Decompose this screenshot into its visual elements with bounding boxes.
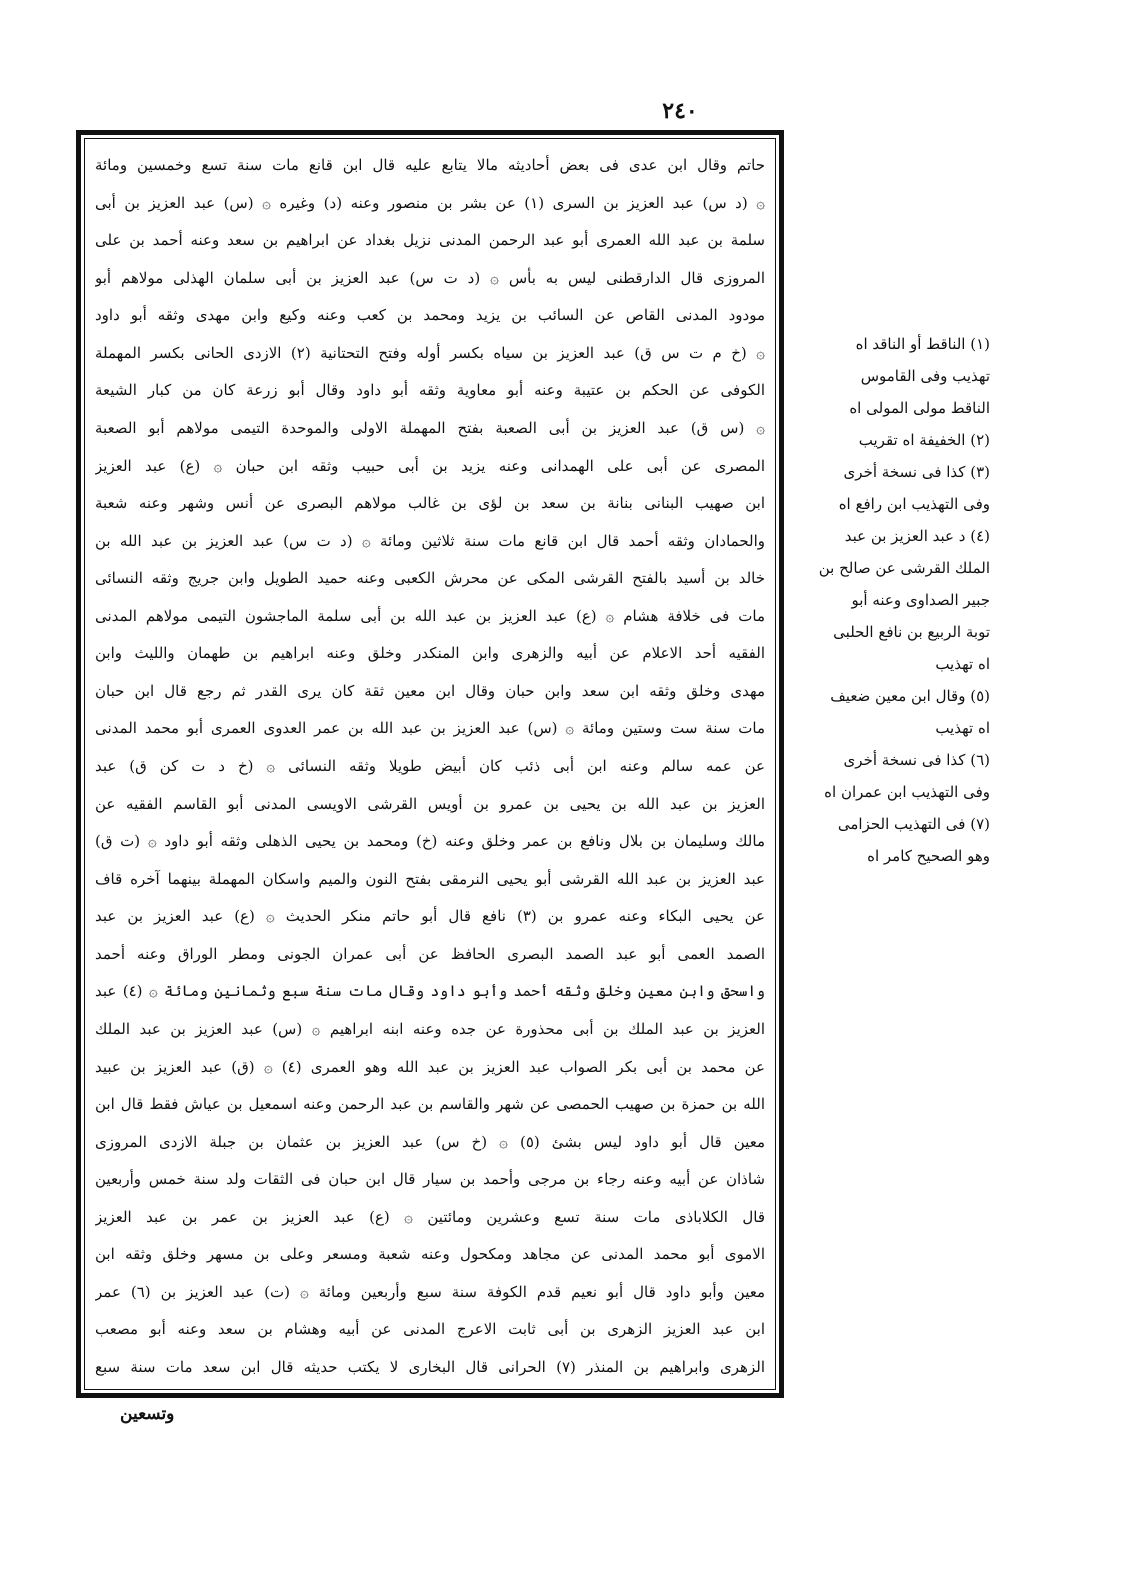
footnote-line: اه تهذيب bbox=[935, 655, 990, 673]
text-line: المروزى قال الدارقطنى ليس به بأس ۞ (د ت س) عبد العزيز بن أبى سلمان الهذلى مولاهم أبو bbox=[95, 268, 765, 287]
footnote-line: توبة الربيع بن نافع الحلبى bbox=[833, 623, 990, 641]
text-line: الله بن حمزة بن صهيب الحمصى عن شهر والقاسم بن عبد الرحمن وعنه اسمعيل بن عياش فقط قال ابن bbox=[95, 1095, 765, 1114]
text-line: شاذان عن أبيه وعنه رجاء بن مرجى وأحمد بن سيار قال ابن حبان فى الثقات ولد سنة خمس وأربعين bbox=[95, 1170, 765, 1189]
footnote-line: (١) الناقط أو الناقد اه bbox=[855, 335, 990, 353]
page-number: ٢٤٠ bbox=[662, 98, 698, 124]
text-line: معين قال أبو داود ليس بشئ (٥) ۞ (خ س) عبد العزيز بن عثمان بن جبلة الازدى المروزى bbox=[95, 1132, 765, 1151]
text-line: حاتم وقال ابن عدى فى بعض أحاديثه مالا يتابع عليه قال ابن قانع مات سنة تسع وخمسين ومائة bbox=[95, 156, 765, 174]
text-line: ۞ (د س) عبد العزيز بن السرى (١) عن بشر بن منصور وعنه (د) وغيره ۞ (س) عبد العزيز بن أبى bbox=[95, 193, 765, 212]
footnote-line: (٤) د عبد العزيز بن عبد bbox=[844, 527, 990, 545]
footnote-line: (٧) فى التهذيب الحزامى bbox=[837, 815, 990, 833]
footnote-line: تهذيب وفى القاموس bbox=[860, 367, 990, 385]
footnote-line: وهو الصحيح كامر اه bbox=[867, 847, 990, 865]
text-line: العزيز بن عبد الملك بن أبى محذورة عن جده وعنه ابنه ابراهيم ۞ (س) عبد العزيز بن عبد الملك bbox=[95, 1019, 765, 1038]
catchword: وتسعين bbox=[120, 1404, 175, 1424]
text-line: الاموى أبو محمد المدنى عن مجاهد ومكحول وعنه شعبة ومسعر وعلى بن مسهر وخلق وثقه ابن bbox=[95, 1245, 765, 1264]
text-line: ۞ (س ق) عبد العزيز بن أبى الصعبة بفتح المهملة الاولى والموحدة التيمى مولاهم أبو الصعبة bbox=[95, 418, 765, 437]
text-line: معين وأبو داود قال أبو نعيم قدم الكوفة سنة سبع وأربعين ومائة ۞ (ت) عبد العزيز بن (٦) عمر bbox=[95, 1282, 765, 1301]
text-frame bbox=[76, 130, 784, 1398]
text-line: قال الكلاباذى مات سنة تسع وعشرين ومائتين ۞ (ع) عبد العزيز بن عمر بن عبد العزيز bbox=[95, 1207, 765, 1226]
text-line: الزهرى وابراهيم بن المنذر (٧) الحرانى قال البخارى لا يكتب حديثه قال ابن سعد مات سنة سبع bbox=[95, 1358, 765, 1376]
text-line: ابن صهيب البنانى بنانة بن سعد بن لؤى بن غالب مولاهم البصرى عن أنس وشهر وعنه شعبة bbox=[95, 494, 765, 513]
footnote-line: (٣) كذا فى نسخة أخرى bbox=[843, 463, 990, 481]
footnote-line: اه تهذيب bbox=[935, 719, 990, 737]
footnote-line: (٦) كذا فى نسخة أخرى bbox=[843, 751, 990, 769]
text-line: ۞ (خ م ت س ق) عبد العزيز بن سياه بكسر أوله وفتح التحتانية (٢) الازدى الحانى بكسر المهملة bbox=[95, 343, 765, 362]
text-line: المصرى عن أبى على الهمدانى وعنه يزيد بن أبى حبيب وثقه ابن حبان ۞ (ع) عبد العزيز bbox=[95, 456, 765, 475]
text-line: عبد العزيز بن عبد الله القرشى أبو يحيى النرمقى بفتح النون والميم واسكان المهملة بينهما آخره قاف bbox=[95, 869, 765, 888]
text-line: مودود المدنى القاص عن السائب بن يزيد ومحمد بن كعب وعنه وكيع وابن مهدى وثقه أبو داود bbox=[95, 306, 765, 325]
text-line: عن عمه سالم وعنه ابن أبى ذئب كان أبيض طويلا وثقه النسائى ۞ (خ د ت كن ق) عبد bbox=[95, 757, 765, 775]
footnote-line: الناقط مولى المولى اه bbox=[849, 399, 990, 417]
text-line: مات فى خلافة هشام ۞ (ع) عبد العزيز بن عبد الله بن أبى سلمة الماجشون التيمى مولاهم المدنى bbox=[95, 606, 765, 625]
footnote-line: جبير الصداوى وعنه أبو bbox=[851, 591, 990, 609]
text-line: سلمة بن عبد الله العمرى أبو عبد الرحمن المدنى نزيل بغداد عن ابراهيم بن سعد وعنه أحمد بن على bbox=[95, 231, 765, 250]
text-line: واسحق وابن معين وخلق وثقه أحمد وأبو داود وقال مات سنة سبع وثمانين ومائة ۞ (٤) عبد bbox=[95, 982, 765, 1001]
main-text-block bbox=[84, 138, 776, 1390]
text-line: ابن عبد العزيز الزهرى بن أبى ثابت الاعرج المدنى عن أبيه وهشام بن سعد وعنه أبو مصعب bbox=[95, 1320, 765, 1339]
text-line: الصمد العمى أبو عبد الصمد البصرى الحافظ عن أبى عمران الجونى ومطر الوراق وعنه أحمد bbox=[95, 944, 765, 963]
text-line: خالد بن أسيد بالفتح القرشى المكى عن محرش الكعبى وعنه حميد الطويل وابن جريج وثقه النسائى bbox=[95, 569, 765, 588]
footnote-line: (٥) وقال ابن معين ضعيف bbox=[830, 687, 990, 705]
text-line: عن يحيى البكاء وعنه عمرو بن (٣) نافع قال أبو حاتم منكر الحديث ۞ (ع) عبد العزيز بن عبد bbox=[95, 907, 765, 926]
text-line: مالك وسليمان بن بلال ونافع بن عمر وخلق وعنه (خ) ومحمد بن يحيى الذهلى وثقه أبو داود ۞ (ت ق) bbox=[95, 832, 765, 851]
footnote-line: (٢) الخفيفة اه تقريب bbox=[858, 431, 990, 449]
footnote-line: الملك القرشى عن صالح بن bbox=[818, 559, 990, 577]
text-line: والحمادان وثقه أحمد قال ابن قانع مات سنة ثلاثين ومائة ۞ (د ت س) عبد العزيز بن عبد الله بن bbox=[95, 531, 765, 550]
text-line: مات سنة ست وستين ومائة ۞ (س) عبد العزيز بن عبد الله بن عمر العدوى العمرى أبو محمد المدنى bbox=[95, 719, 765, 738]
text-line: عن محمد بن أبى بكر الصواب عبد العزيز بن عبد الله وهو العمرى (٤) ۞ (ق) عبد العزيز بن عبيد bbox=[95, 1057, 765, 1076]
text-line: مهدى وخلق وثقه ابن سعد وابن حبان وقال ابن معين ثقة كان يرى القدر ثم رجع قال ابن حبان bbox=[95, 681, 765, 700]
footnote-line: وفى التهذيب ابن عمران اه bbox=[824, 783, 990, 801]
text-line: الكوفى عن الحكم بن عتيبة وعنه أبو معاوية وثقه أبو داود وقال أبو زرعة كان من كبار الشيعة bbox=[95, 381, 765, 400]
text-line: الفقيه أحد الاعلام عن أبيه والزهرى وابن المنكدر وخلق وعنه ابراهيم بن طهمان والليث وابن bbox=[95, 644, 765, 663]
footnote-line: وفى التهذيب ابن رافع اه bbox=[838, 495, 990, 513]
footnotes-column bbox=[790, 328, 990, 872]
text-line: العزيز بن عبد الله بن يحيى بن عمرو بن أويس القرشى الاويسى المدنى أبو القاسم الفقيه عن bbox=[95, 794, 765, 813]
